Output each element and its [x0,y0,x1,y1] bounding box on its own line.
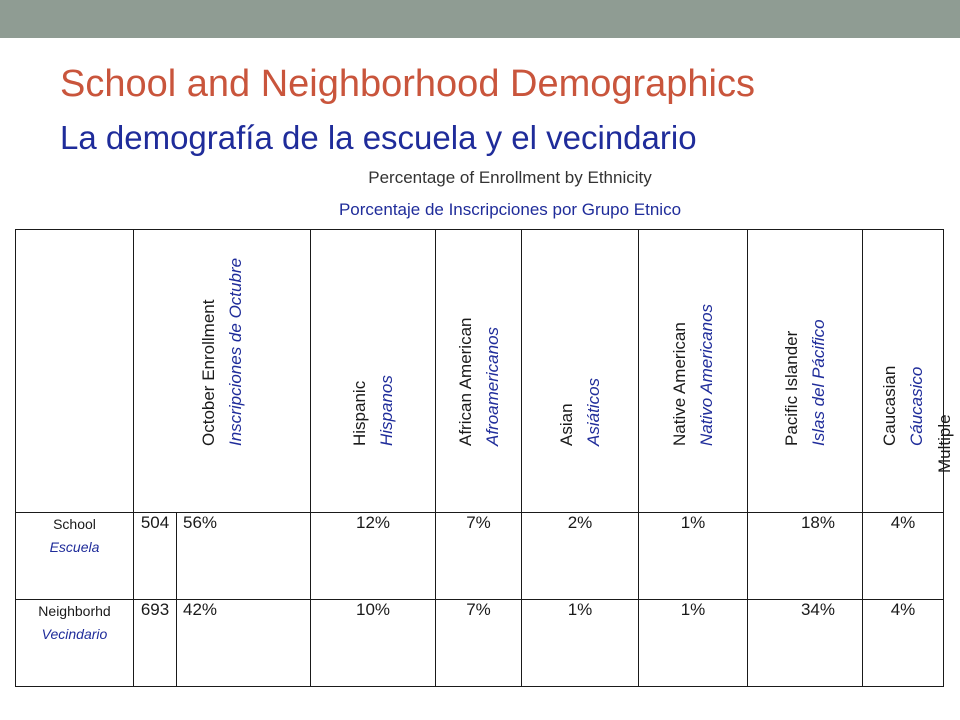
header-african-american [436,230,522,513]
cell-caucasian: 18% [748,513,863,600]
header-hispanic [311,230,436,513]
header-label-en: African American [455,317,475,446]
header-label-en: Caucasian [880,365,899,446]
header-label-es: Inscripciones de Octubre [226,257,245,446]
cell-enrollment: 504 [134,513,177,600]
cell-caucasian: 34% [748,600,863,687]
cell-african-american: 10% [311,600,436,687]
cell-pacific-islander: 1% [639,513,748,600]
cell-pacific-islander: 1% [639,600,748,687]
header-label-en: Pacific Islander [782,330,801,446]
header-label-en: October Enrollment [199,299,218,446]
row-label-en: Neighborhd [38,603,111,619]
header-label-es: Afroamericanos [482,326,502,446]
row-label-en: School [53,516,96,532]
header-label-es: Asiáticos [584,377,603,446]
slide-title: School and Neighborhood Demographics [60,63,756,105]
cell-enrollment: 693 [134,600,177,687]
header-label-en: Multiple [935,414,954,473]
table-row-neighborhood [16,600,944,687]
header-label-en: Hispanic [350,380,369,446]
cell-asian: 7% [436,600,522,687]
header-native-american [639,230,748,513]
header-label-es: Hispanos [377,375,396,446]
row-label-es: Vecindario [41,626,108,642]
table-caption-spanish: Porcentaje de Inscripciones por Grupo Etnico [338,200,682,219]
row-label-es: Escuela [49,539,100,555]
header-label-es: Cáucasico [907,366,926,446]
header-label-es: Nativo Americanos [697,303,716,446]
cell-multiple: 4% [863,513,944,600]
header-blank-cell [16,230,134,513]
row-label-neighborhood [16,600,134,687]
top-accent-bar [0,0,960,38]
header-label-es: Islas del Pácifico [809,319,828,446]
header-pacific-islander [748,230,863,513]
slide-subtitle: La demografía de la escuela y el vecindario [60,119,697,156]
header-asian [522,230,639,513]
table-caption-english: Percentage of Enrollment by Ethnicity [368,168,652,187]
header-october-enrollment [134,230,311,513]
cell-hispanic: 42% [177,600,311,687]
table-header-row [16,230,944,513]
header-label-en: Native American [670,322,689,446]
cell-native-american: 2% [522,513,639,600]
cell-multiple: 4% [863,600,944,687]
table-row-school [16,513,944,600]
cell-native-american: 1% [522,600,639,687]
row-label-school [16,513,134,600]
cell-african-american: 12% [311,513,436,600]
cell-asian: 7% [436,513,522,600]
cell-hispanic: 56% [177,513,311,600]
demographics-table [15,229,954,687]
header-label-en: Asian [557,403,576,446]
